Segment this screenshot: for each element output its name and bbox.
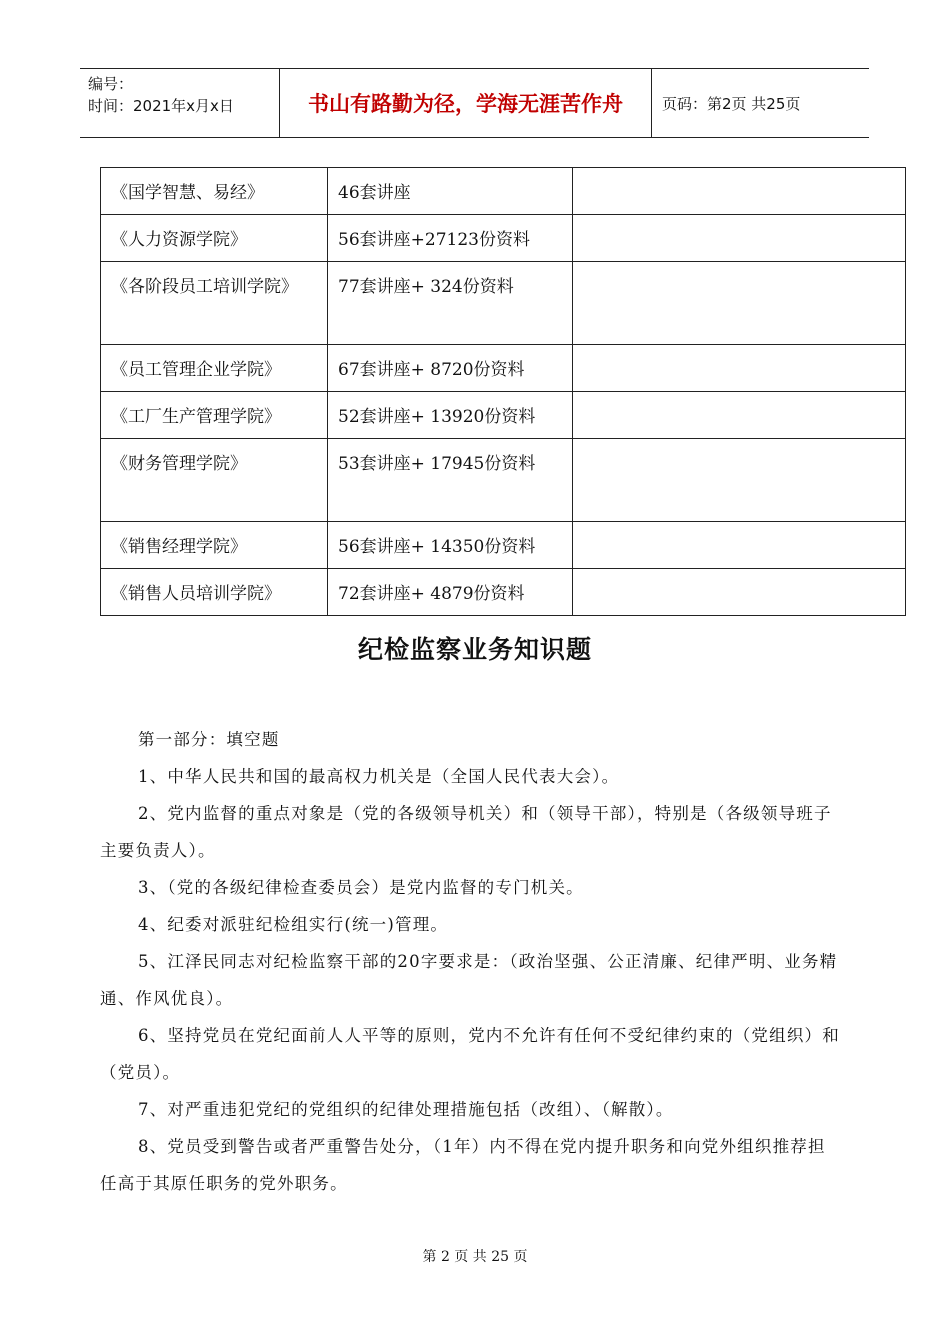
table-cell: 46套讲座 — [328, 168, 573, 215]
question-item: 4、纪委对派驻纪检组实行(统一)管理。 — [137, 915, 449, 934]
table-cell: 《工厂生产管理学院》 — [101, 392, 328, 439]
table-row — [101, 168, 906, 215]
table-cell — [573, 392, 906, 439]
table-cell: 《各阶段员工培训学院》 — [101, 262, 328, 345]
header-meta — [80, 69, 280, 137]
time-label: 时间：2021年x月x日 — [88, 97, 234, 115]
table-cell: 56套讲座+ 14350份资料 — [328, 522, 573, 569]
table-cell: 67套讲座+ 8720份资料 — [328, 345, 573, 392]
table-cell: 《员工管理企业学院》 — [101, 345, 328, 392]
table-cell: 53套讲座+ 17945份资料 — [328, 439, 573, 522]
table-row — [101, 439, 906, 522]
question-item: 6、坚持党员在党纪面前人人平等的原则，党内不允许有任何不受纪律约束的（党组织）和（党员）。 — [100, 1026, 840, 1082]
header-page-info: 页码：第2页 共25页 — [662, 94, 801, 113]
course-table — [100, 167, 906, 616]
table-cell — [573, 569, 906, 616]
table-cell: 72套讲座+ 4879份资料 — [328, 569, 573, 616]
table-cell: 77套讲座+ 324份资料 — [328, 262, 573, 345]
table-row — [101, 569, 906, 616]
table-cell: 56套讲座+27123份资料 — [328, 215, 573, 262]
question-item: 5、江泽民同志对纪检监察干部的20字要求是：（政治坚强、公正清廉、纪律严明、业务精通、作风优良）。 — [100, 952, 838, 1008]
table-cell — [573, 439, 906, 522]
question-item: 8、党员受到警告或者严重警告处分，（1年）内不得在党内提升职务和向党外组织推荐担任高于其原任职务的党外职务。 — [100, 1137, 826, 1193]
table-cell — [573, 168, 906, 215]
table-cell: 52套讲座+ 13920份资料 — [328, 392, 573, 439]
table-cell — [573, 345, 906, 392]
table-cell: 《销售经理学院》 — [101, 522, 328, 569]
table-row — [101, 215, 906, 262]
question-item: 7、对严重违犯党纪的党组织的纪律处理措施包括（改组）、（解散）。 — [137, 1100, 674, 1119]
table-cell: 《国学智慧、易经》 — [101, 168, 328, 215]
page-header — [80, 68, 869, 138]
question-item: 1、中华人民共和国的最高权力机关是（全国人民代表大会）。 — [137, 767, 620, 786]
document-body — [100, 721, 840, 1202]
document-title: 纪检监察业务知识题 — [357, 635, 592, 664]
number-label: 编号： — [88, 75, 134, 93]
question-item: 3、（党的各级纪律检查委员会）是党内监督的专门机关。 — [137, 878, 584, 897]
table-row — [101, 262, 906, 345]
table-row — [101, 522, 906, 569]
table-row — [101, 392, 906, 439]
table-cell: 《销售人员培训学院》 — [101, 569, 328, 616]
page-footer: 第 2 页 共 25 页 — [422, 1249, 528, 1265]
table-cell — [573, 215, 906, 262]
header-motto: 书山有路勤为径，学海无涯苦作舟 — [280, 69, 652, 137]
table-cell: 《人力资源学院》 — [101, 215, 328, 262]
table-cell: 《财务管理学院》 — [101, 439, 328, 522]
table-cell — [573, 522, 906, 569]
table-row — [101, 345, 906, 392]
table-cell — [573, 262, 906, 345]
section-heading: 第一部分：填空题 — [137, 730, 280, 749]
question-item: 2、党内监督的重点对象是（党的各级领导机关）和（领导干部），特别是（各级领导班子主要负责人）。 — [100, 804, 832, 860]
